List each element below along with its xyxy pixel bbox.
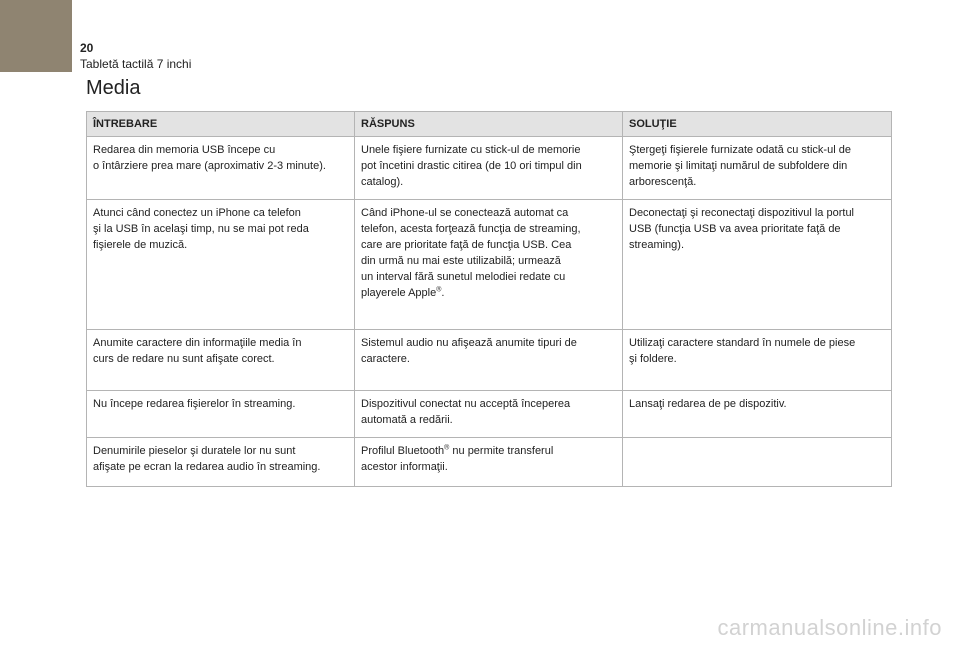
registered-mark: ® [436, 286, 442, 294]
question-cell [87, 330, 355, 391]
table-row [87, 137, 892, 200]
section-label: Tabletă tactilă 7 inchi [80, 57, 192, 71]
faq-table [86, 111, 892, 487]
answer-cell [355, 330, 623, 391]
solution-cell [623, 330, 892, 391]
question-cell [87, 137, 355, 200]
solution-cell [623, 137, 892, 200]
table-row [87, 200, 892, 330]
question-text: Nu începe redarea fişierelor în streaming. [93, 398, 296, 410]
answer-text: Când iPhone-ul se conectează automat ca telefon, acesta forţează funcţia de streaming, care are prioritate faţă de funcţia USB. Cea din urmă nu mai este utilizabilă; urmează un interval fără sunetul melodiei redate cu playerele Apple [361, 207, 581, 299]
registered-mark: ® [444, 444, 450, 452]
table-header-row [87, 112, 892, 137]
column-header-answer: RĂSPUNS [355, 112, 623, 137]
corner-tab [0, 0, 72, 72]
solution-cell [623, 200, 892, 330]
answer-text: Sistemul audio nu afişează anumite tipuri de caractere. [361, 337, 577, 365]
answer-text-end: nu permite transferul acestor informaţii. [361, 445, 554, 473]
column-header-question: ÎNTREBARE [87, 112, 355, 137]
watermark: carmanualsonline.info [717, 615, 942, 640]
table-row [87, 391, 892, 438]
page-number: 20 [80, 41, 94, 55]
solution-text: Utilizaţi caractere standard în numele de piese şi foldere. [629, 337, 856, 365]
answer-text: Unele fişiere furnizate cu stick-ul de memorie pot încetini drastic citirea (de 10 ori timpul din catalog). [361, 144, 582, 188]
answer-cell [355, 200, 623, 330]
table-row [87, 438, 892, 487]
answer-text: Dispozitivul conectat nu acceptă începerea automată a redării. [361, 398, 571, 426]
answer-cell [355, 391, 623, 438]
question-cell [87, 438, 355, 487]
solution-text: Ştergeţi fişierele furnizate odată cu stick-ul de memorie şi limitaţi numărul de subfoldere din arborescenţă. [629, 144, 851, 188]
answer-text-end: . [441, 287, 445, 299]
question-cell [87, 200, 355, 330]
answer-cell [355, 137, 623, 200]
table-row [87, 330, 892, 391]
solution-text: Lansaţi redarea de pe dispozitiv. [629, 398, 787, 410]
solution-cell [623, 438, 892, 487]
solution-cell [623, 391, 892, 438]
question-text: Redarea din memoria USB începe cu o întârziere prea mare (aproximativ 2-3 minute). [93, 144, 326, 172]
question-text: Anumite caractere din informaţiile media în curs de redare nu sunt afişate corect. [93, 337, 302, 365]
question-text: Denumirile pieselor şi duratele lor nu sunt afişate pe ecran la redarea audio în streaming. [93, 445, 321, 473]
page-title: Media [86, 77, 141, 99]
solution-text: Deconectaţi şi reconectaţi dispozitivul la portul USB (funcţia USB va avea prioritate faţă de streaming). [629, 207, 855, 251]
answer-text: Profilul Bluetooth [361, 445, 445, 457]
question-text: Atunci când conectez un iPhone ca telefon şi la USB în acelaşi timp, nu se mai pot reda fişierele de muzică. [93, 207, 309, 251]
question-cell [87, 391, 355, 438]
answer-cell [355, 438, 623, 487]
column-header-solution: SOLUŢIE [623, 112, 892, 137]
